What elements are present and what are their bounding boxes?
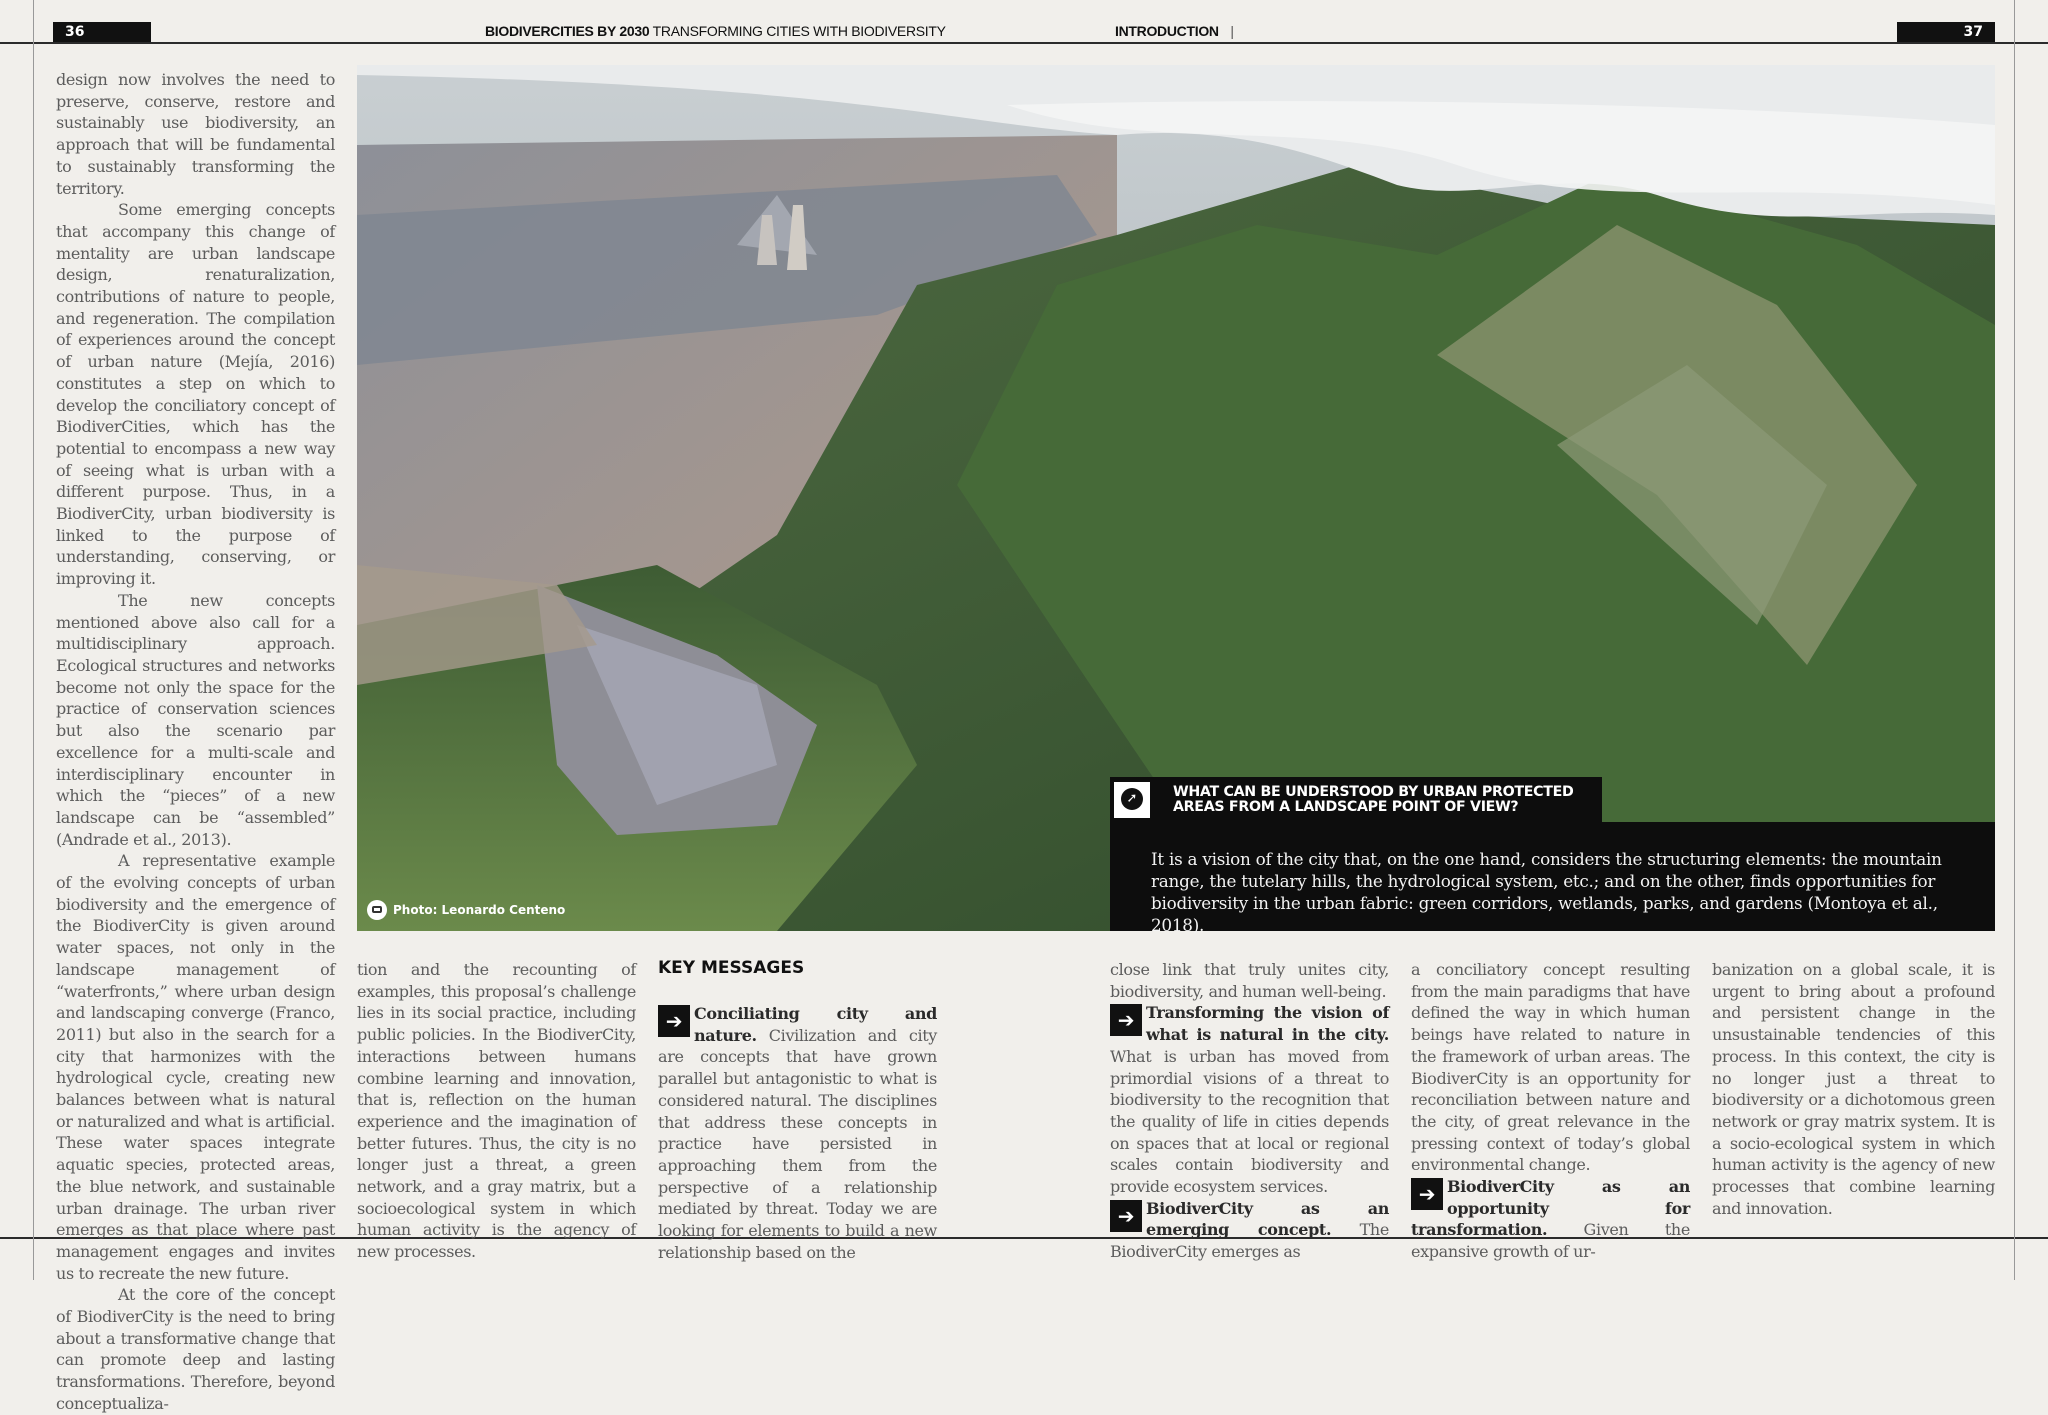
right-margin-rule: [2014, 0, 2015, 1280]
photo-credit-text: Photo: Leonardo Centeno: [393, 903, 566, 917]
key-message-text: What is urban has moved from primordial visions of a threat to biodiversity to the recognition that the quality of life in cities depends on spaces that at local or regional scales contain biodiversity and provide ecosystem services.: [1110, 1046, 1389, 1197]
paragraph: design now involves the need to preserve, conserve, restore and sustainably use biodiversity, an approach that will be fundamental to sustainably transforming the territory.: [56, 70, 335, 198]
paragraph: tion and the recounting of examples, this proposal’s challenge lies in its social practice, including public policies. In the BiodiverCity, interactions between humans combine learning and innovation, that is, reflection on the human experience and the imagination of better futures. Thus, the city is no longer just a threat, a green network, and a gray matrix, but a socioecological system in which human activity is the agency of new processes.: [357, 960, 636, 1262]
key-message-text: Given the expansive growth of ur-: [1411, 1220, 1690, 1262]
key-message-title: BiodiverCity as an emerging concept.: [1146, 1198, 1389, 1240]
book-title-bold: BIODIVERCITIES BY 2030: [485, 23, 650, 39]
key-message: [1110, 1198, 1389, 1263]
key-messages-heading: KEY MESSAGES: [658, 958, 805, 978]
section-separator: |: [1230, 23, 1234, 39]
callout-title: [1173, 785, 1593, 815]
key-message-title: Transforming the vision of what is natural in the city.: [1146, 1003, 1389, 1045]
key-message-text: Civilization and city are concepts that have grown parallel but antagonistic to what is considered natural. The disciplines that address these concepts in practice have persisted in approaching them from the perspective of a relationship mediated by threat. Today we are looking for elements to build a new relationship based on the: [658, 1025, 937, 1262]
key-message-title: Conciliating city and nature.: [694, 1004, 937, 1045]
photo-credit: [367, 900, 565, 920]
arrow-right-icon: ➔: [1110, 1200, 1142, 1232]
paragraph: The new concepts mentioned above also call for a multidisciplinary approach. Ecological structures and networks become not only the space for the practice of conservation sciences but also the scenario par excellence for a multi-scale and interdisciplinary encounter in which the “pieces” of a new landscape can be “assembled” (Andrade et al., 2013).: [56, 590, 335, 849]
book-title-rest: TRANSFORMING CITIES WITH BIODIVERSITY: [652, 23, 946, 39]
key-message-title: BiodiverCity as an opportunity for transformation.: [1411, 1177, 1690, 1240]
page-number-right: 37: [1897, 22, 1995, 42]
key-message: [1411, 1176, 1690, 1263]
column-2: [357, 959, 636, 1263]
arrow-right-icon: ➔: [658, 1005, 690, 1037]
paragraph: a conciliatory concept resulting from the main paradigms that have defined the way in which human beings have related to nature in the framework of urban areas. The BiodiverCity is an opportunity for reconciliation between nature and the city, of great relevance in the pressing context of today’s global environmental change.: [1411, 960, 1690, 1175]
page-number-left: 36: [53, 22, 151, 42]
header-rule: [0, 42, 2048, 44]
arrow-up-right-icon: [1114, 782, 1150, 818]
left-column: [56, 69, 335, 1415]
paragraph: At the core of the concept of BiodiverCity is the need to bring about a transformative change that can promote deep and lasting transformations. Therefore, beyond conceptualiza-: [56, 1285, 335, 1413]
arrow-right-icon: ➔: [1411, 1178, 1443, 1210]
arrow-right-icon: ➔: [1110, 1004, 1142, 1036]
callout-text: It is a vision of the city that, on the one hand, considers the structuring elements: the mountain range, the tutelary hills, the hydrological system, etc.; and on the other, finds opportunities for biodiversity in the urban fabric: green corridors, wetlands, parks, and gardens (Montoya et al., 2018).: [1151, 849, 1942, 935]
paragraph: A representative example of the evolving concepts of urban biodiversity and the emergence of the BiodiverCity is given around water spaces, not only in the landscape management of “waterfronts,” where urban design and landscaping converge (Franco, 2011) but also in the search for a city that harmonizes with the hydrological cycle, creating new balances between what is natural or naturalized and what is artificial. These water spaces integrate aquatic species, protected areas, the blue network, and sustainable urban drainage. The urban river emerges as that place where past management engages and invites us to recreate the new future.: [56, 851, 335, 1283]
column-4: [1110, 959, 1389, 1263]
column-6: [1712, 959, 1995, 1219]
section-title: [1115, 23, 1234, 39]
column-5: [1411, 959, 1690, 1263]
key-message: [658, 1003, 937, 1263]
paragraph: Some emerging concepts that accompany this change of mentality are urban landscape design, renaturalization, contributions of nature to people, and regeneration. The compilation of experiences around the concept of urban nature (Mejía, 2016) constitutes a step on which to develop the conciliatory concept of BiodiverCities, which has the potential to encompass a new way of seeing what is urban with a different purpose. Thus, in a BiodiverCity, urban biodiversity is linked to the purpose of understanding, conserving, or improving it.: [56, 200, 335, 589]
key-message: [1110, 1002, 1389, 1197]
paragraph: banization on a global scale, it is urgent to bring about a profound and persistent change in the unsustainable tendencies of this process. In this context, the city is no longer just a threat to biodiversity or a dichotomous green network or gray matrix system. It is a socio-ecological system in which human activity is the agency of new processes that combine learning and innovation.: [1712, 960, 1995, 1218]
column-3: [658, 1003, 937, 1263]
callout-title-line: AREAS FROM A LANDSCAPE POINT OF VIEW?: [1173, 799, 1519, 815]
section-label: INTRODUCTION: [1115, 23, 1219, 39]
callout-title-line: WHAT CAN BE UNDERSTOOD BY URBAN PROTECTED: [1173, 784, 1574, 800]
camera-icon: [367, 900, 387, 920]
key-message-text: The BiodiverCity emerges as: [1110, 1220, 1389, 1262]
book-title: [485, 23, 946, 39]
left-margin-rule: [33, 0, 34, 1280]
paragraph: close link that truly unites city, biodiversity, and human well-being.: [1110, 960, 1389, 1001]
